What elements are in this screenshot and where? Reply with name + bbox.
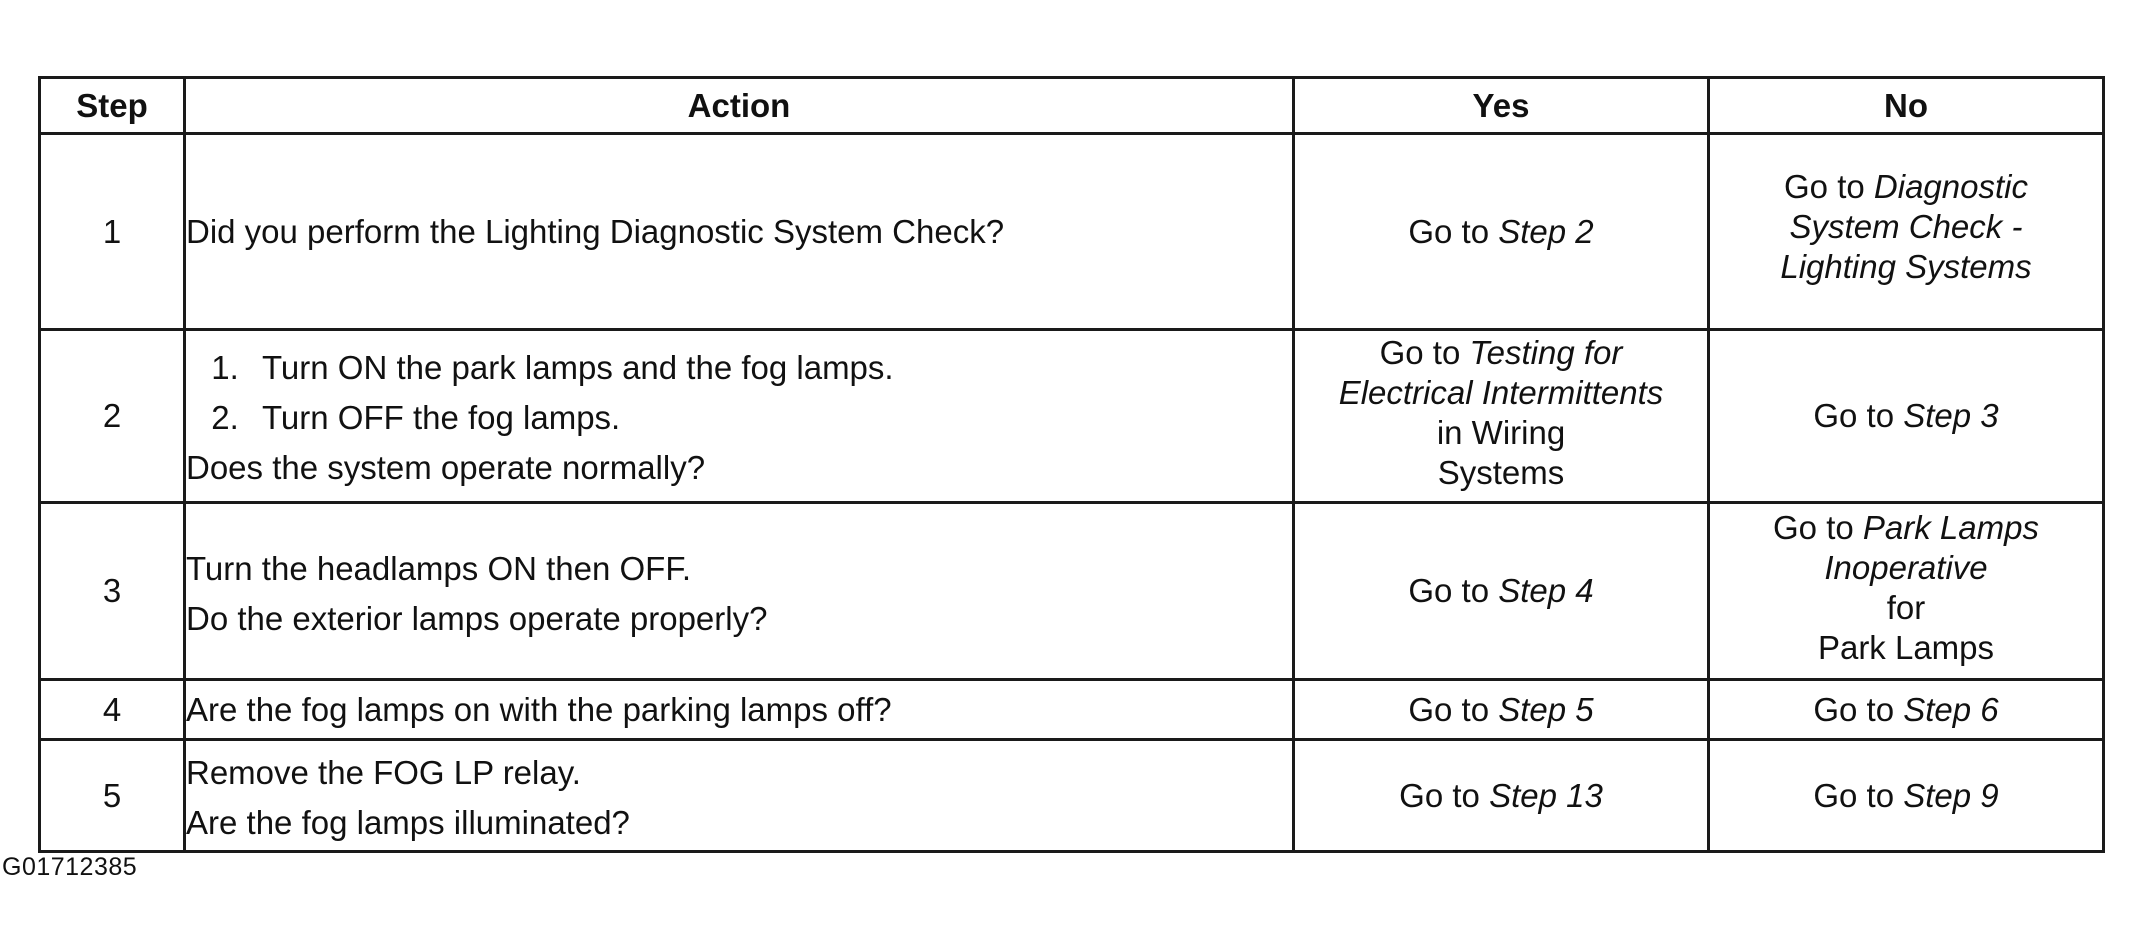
table-row [40,503,2104,680]
action-text: Did you perform the Lighting Diagnostic System Check? [186,212,1005,250]
yes-cell [1294,740,1709,852]
action-text: Remove the FOG LP relay. [186,753,581,791]
action-text: Are the fog lamps on with the parking lamps off? [186,690,892,728]
no-step-ref: Step 9 [1903,776,1999,814]
header-action: Action [185,78,1294,134]
yes-prefix: Go to [1408,572,1490,609]
no-cell [1709,330,2104,503]
yes-step-ref: Step 2 [1498,212,1594,250]
figure-id: G01712385 [2,853,138,881]
action-text: Do the exterior lamps operate properly? [186,600,768,637]
no-step-ref: Step 3 [1903,397,1999,434]
yes-prefix: Go to [1408,212,1490,250]
no-prefix: Go to [1784,167,1865,205]
no-step-ref: Step 6 [1903,690,1999,728]
no-ref-line: Lighting Systems [1780,247,2032,285]
header-row [40,78,2104,134]
no-cell [1709,740,2104,852]
no-ref-line: Diagnostic [1873,167,2028,205]
yes-cell [1294,330,1709,503]
step-number: 3 [40,503,185,680]
no-cell [1709,134,2104,330]
header-no: No [1709,78,2104,134]
action-steps-list [186,348,1292,438]
header-step: Step [40,78,185,134]
yes-prefix: Go to [1399,776,1480,814]
diagnostic-table [38,76,2105,853]
action-text: Turn the headlamps ON then OFF. [186,550,692,587]
header-yes: Yes [1294,78,1709,134]
yes-suffix-line: Systems [1437,454,1565,491]
action-cell [185,134,1294,330]
no-prefix: Go to [1773,509,1854,546]
no-prefix: Go to [1813,397,1895,434]
action-list-item: 2. Turn OFF the fog lamps. [248,398,1292,438]
no-ref-line: Inoperative [1824,549,1988,586]
table-row [40,680,2104,740]
action-cell [185,680,1294,740]
yes-ref-line: Electrical Intermittents [1338,374,1664,411]
yes-prefix: Go to [1379,334,1461,371]
no-prefix: Go to [1813,776,1895,814]
yes-step-ref: Step 4 [1498,572,1594,609]
no-cell [1709,503,2104,680]
action-text: Are the fog lamps illuminated? [186,803,630,841]
no-ref-line: Park Lamps [1862,509,2039,546]
no-cell [1709,680,2104,740]
action-list-item: 1. Turn ON the park lamps and the fog lamps. [248,348,1292,388]
no-suffix-line: for [1886,589,1926,626]
step-number: 1 [40,134,185,330]
action-cell [185,740,1294,852]
yes-prefix: Go to [1408,690,1490,728]
step-number: 5 [40,740,185,852]
no-suffix-line: Park Lamps [1817,629,1995,666]
yes-cell [1294,680,1709,740]
yes-cell [1294,503,1709,680]
step-number: 2 [40,330,185,503]
no-ref-line: System Check - [1789,207,2023,245]
yes-ref-line: Testing for [1469,334,1623,371]
action-cell [185,503,1294,680]
step-number: 4 [40,680,185,740]
yes-cell [1294,134,1709,330]
action-question: Does the system operate normally? [186,449,706,486]
table-row [40,740,2104,852]
yes-step-ref: Step 5 [1498,690,1594,728]
action-cell [185,330,1294,503]
table-row [40,134,2104,330]
yes-suffix-line: in Wiring [1436,414,1566,451]
table-row [40,330,2104,503]
no-prefix: Go to [1813,690,1895,728]
yes-step-ref: Step 13 [1489,776,1603,814]
